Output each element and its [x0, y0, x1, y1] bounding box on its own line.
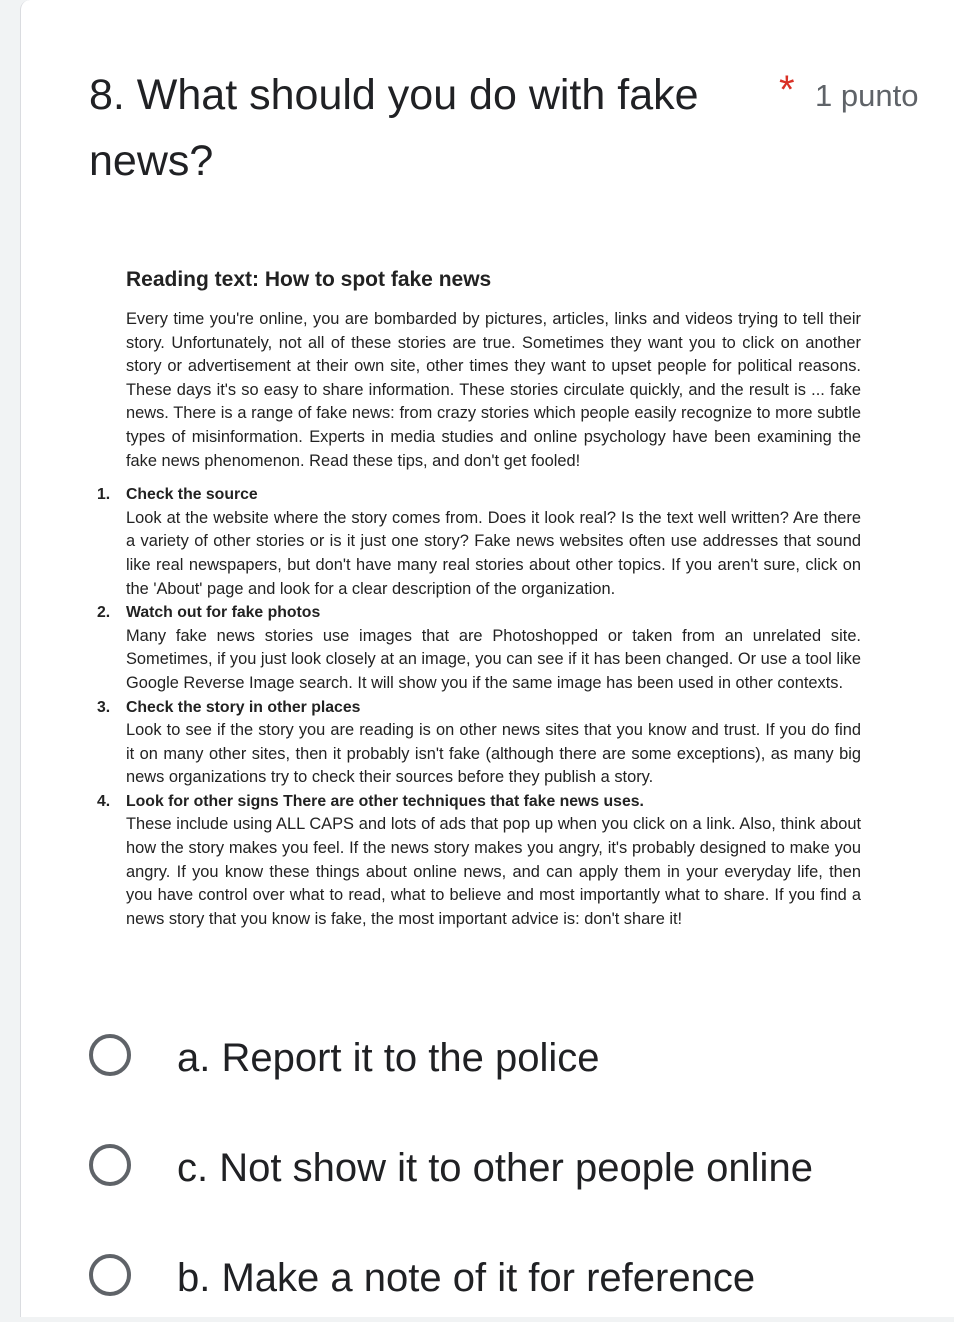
tip-heading: Check the story in other places [126, 698, 361, 716]
radio-button-icon[interactable] [89, 1034, 131, 1076]
tip-item [89, 790, 889, 932]
reading-text-image [89, 262, 889, 931]
reading-title: Reading text: How to spot fake news [126, 268, 492, 291]
tip-heading: Check the source [126, 486, 258, 504]
tip-body: Many fake news stories use images that are Photoshopped or taken from an unrelated site. Sometimes, if you just look closely at an image, you can see if it has been changed. Or use a tool like Google Reverse Image search. It will show you if the same image has been used in other contexts. [126, 626, 861, 692]
points-label: 1 punto [815, 78, 919, 113]
tip-number: 1. [97, 486, 111, 504]
tip-number: 3. [97, 698, 111, 716]
tip-heading: Look for other signs There are other techniques that fake news uses. [126, 792, 644, 810]
question-card [20, 0, 954, 1317]
tip-item [89, 696, 889, 790]
option-b[interactable] [89, 1232, 909, 1322]
tips-list [89, 483, 889, 931]
tip-number: 2. [97, 604, 111, 622]
option-label[interactable]: a. Report it to the police [177, 1036, 600, 1080]
tip-body: Look at the website where the story comes from. Does it look real? Is the text well written? Are there a variety of other stories or is it just one story? Fake news websites often use addresses that sound like real newspapers, but don't have many real stories about other topics. If you aren't sure, click on the 'About' page and look for a clear description of the organization. [126, 508, 861, 598]
tip-item [89, 483, 889, 601]
option-label[interactable]: c. Not show it to other people online [177, 1146, 813, 1190]
option-a[interactable] [89, 1012, 909, 1102]
tip-body: Look to see if the story you are reading is on other news sites that you know and trust. If you do find it on many other sites, then it probably isn't fake (although there are some exceptions), as many big news organizations try to check their sources before they publish a story. [126, 721, 861, 787]
tip-heading: Watch out for fake photos [126, 604, 321, 622]
radio-button-icon[interactable] [89, 1254, 131, 1296]
option-label[interactable]: b. Make a note of it for reference [177, 1256, 756, 1300]
option-c[interactable] [89, 1122, 909, 1212]
tip-body: These include using ALL CAPS and lots of ads that pop up when you click on a link. Also, think about how the story makes you feel. If the news story makes you angry, it's probably designed to make you angry. If you know these things about online news, and can apply them in your everyday life, then you have control over what to read, what to believe and most importantly what to share. If you find a news story that you know is fake, the most important advice is: don't share it! [126, 815, 861, 928]
reading-intro: Every time you're online, you are bombarded by pictures, articles, links and videos trying to tell their story. Unfortunately, not all of these stories are true. Sometimes they want you to click on another story or advertisement at their own site, other times they want to upset people for political reasons. These days it's so easy to share information. These stories circulate quickly, and the result is ... fake news. There is a range of fake news: from crazy stories which people easily recognize to more subtle types of misinformation. Experts in media studies and online psychology have been examining the fake news phenomenon. Read these tips, and don't get fooled! [126, 310, 861, 470]
question-title: 8. What should you do with fake news? [89, 71, 699, 185]
tip-item [89, 601, 889, 695]
tip-number: 4. [97, 792, 111, 810]
required-asterisk: * [779, 68, 795, 112]
radio-button-icon[interactable] [89, 1144, 131, 1186]
